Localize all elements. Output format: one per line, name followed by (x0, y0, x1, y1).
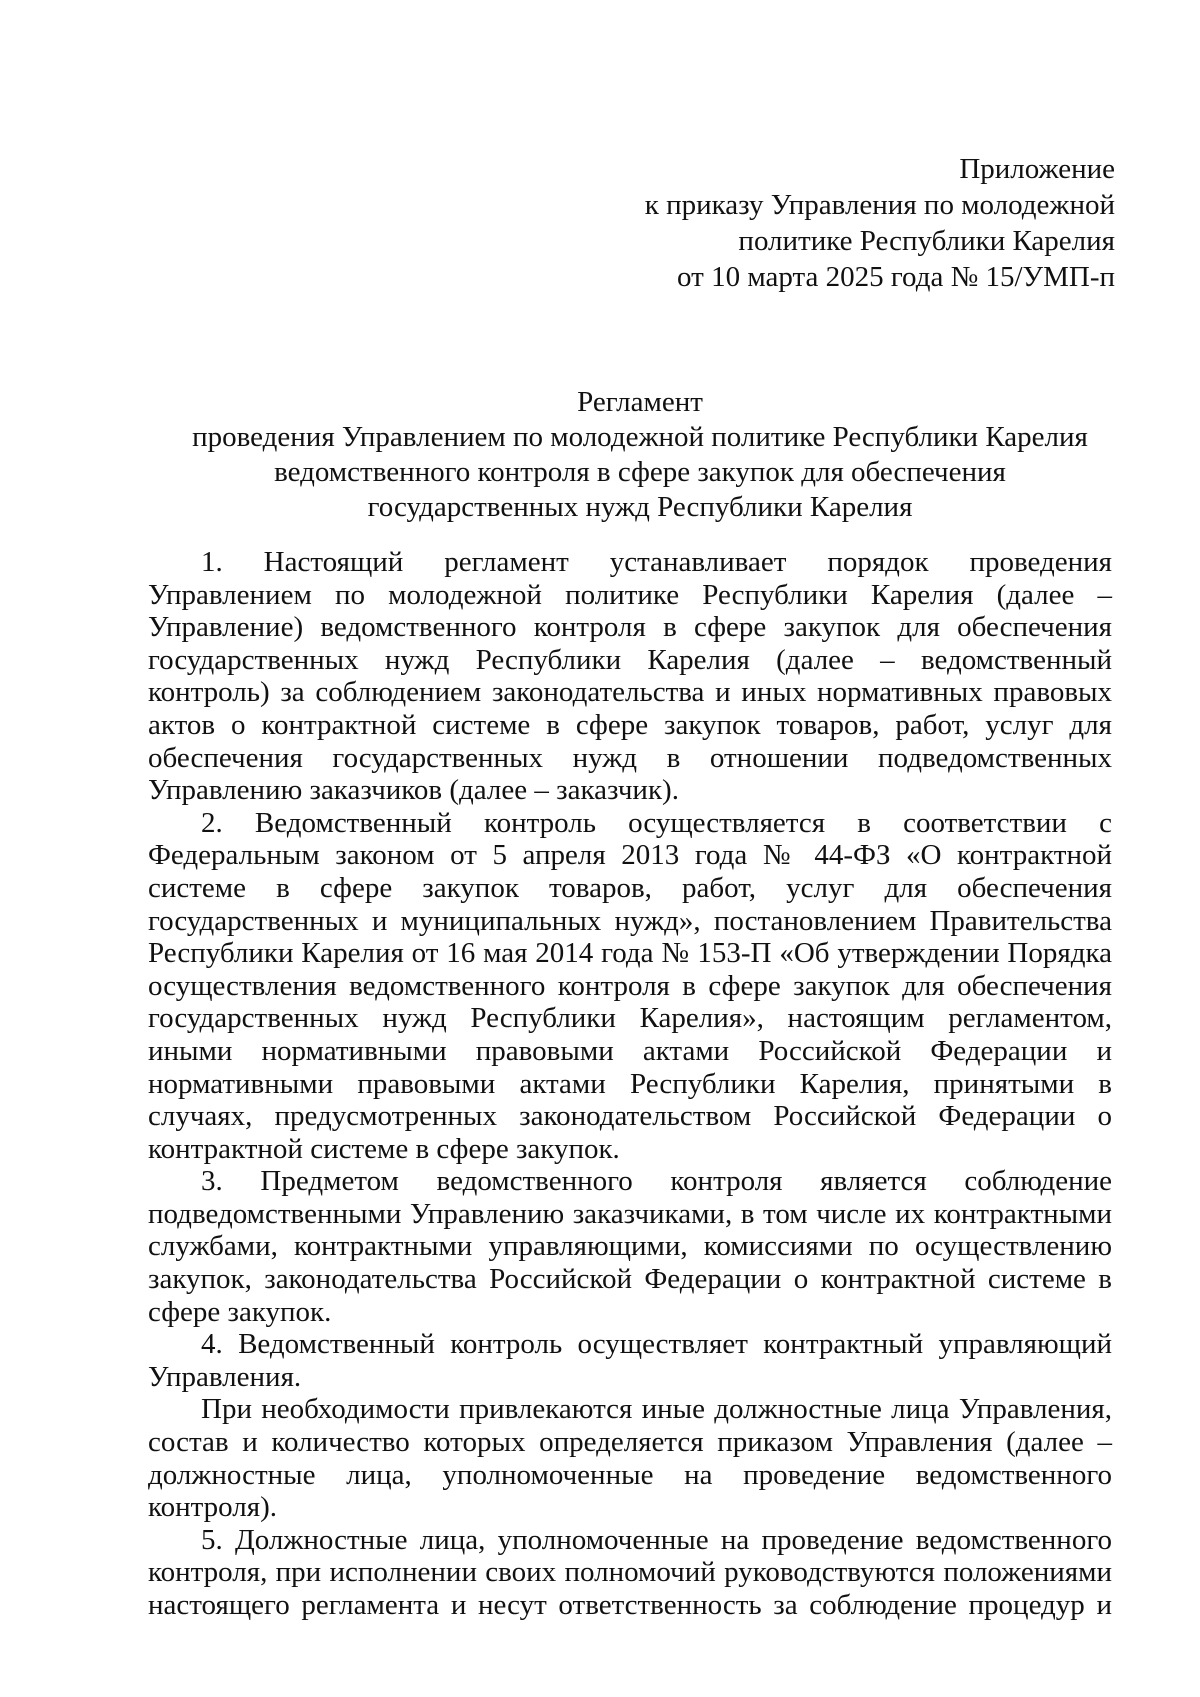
title-subline-2: ведомственного контроля в сфере закупок для обеспечения (274, 456, 1006, 488)
paragraph-2: 2. Ведомственный контроль осуществляется в соответствии с Федеральным законом от 5 апреля 2013 года № 44-ФЗ «О контрактной системе в сфере закупок товаров, работ, услуг для обеспечения государственных и муниципальных нужд», постановлением Правительства Республики Карелия от 16 мая 2014 года № 153-П «Об утверждении Порядка осуществления ведомственного контроля в сфере закупок для обеспечения государственных нужд Республики Карелия», настоящим регламентом, иными нормативными правовыми актами Российской Федерации и нормативными правовыми актами Республики Карелия, принятыми в случаях, предусмотренных законодательством Российской Федерации о контрактной системе в сфере закупок. (148, 806, 1112, 1165)
title-subline-1: проведения Управлением по молодежной политике Республики Карелия (192, 421, 1088, 453)
appendix-region-line: политике Республики Карелия (738, 225, 1115, 257)
document-body (148, 546, 1112, 1622)
appendix-order-line: к приказу Управления по молодежной (644, 189, 1115, 221)
document-title (120, 385, 1160, 525)
paragraph-4: 4. Ведомственный контроль осуществляет контрактный управляющий Управления. (148, 1328, 1112, 1393)
paragraph-4-continuation: При необходимости привлекаются иные должностные лица Управления, состав и количество которых определяется приказом Управления (далее – должностные лица, уполномоченные на проведение ведомственного контроля). (148, 1393, 1112, 1524)
paragraph-1: 1. Настоящий регламент устанавливает порядок проведения Управлением по молодежной политике Республики Карелия (далее – Управление) ведомственного контроля в сфере закупок для обеспечения государственных нужд Республики Карелия (далее – ведомственный контроль) за соблюдением законодательства и иных нормативных правовых актов о контрактной системе в сфере закупок товаров, работ, услуг для обеспечения государственных нужд в отношении подведомственных Управлению заказчиков (далее – заказчик). (148, 546, 1112, 807)
appendix-header (645, 151, 1115, 295)
appendix-label: Приложение (959, 153, 1115, 185)
paragraph-3: 3. Предметом ведомственного контроля является соблюдение подведомственными Управлению заказчиками, в том числе их контрактными службами, контрактными управляющими, комиссиями по осуществлению закупок, законодательства Российской Федерации о контрактной системе в сфере закупок. (148, 1165, 1112, 1328)
paragraph-5: 5. Должностные лица, уполномоченные на проведение ведомственного контроля, при исполнении своих полномочий руководствуются положениями настоящего регламента и несут ответственность за соблюдение процедур и (148, 1523, 1112, 1621)
title-heading: Регламент (577, 386, 703, 418)
appendix-date-number: от 10 марта 2025 года № 15/УМП-п (677, 261, 1115, 293)
title-subline-3: государственных нужд Республики Карелия (367, 491, 913, 523)
